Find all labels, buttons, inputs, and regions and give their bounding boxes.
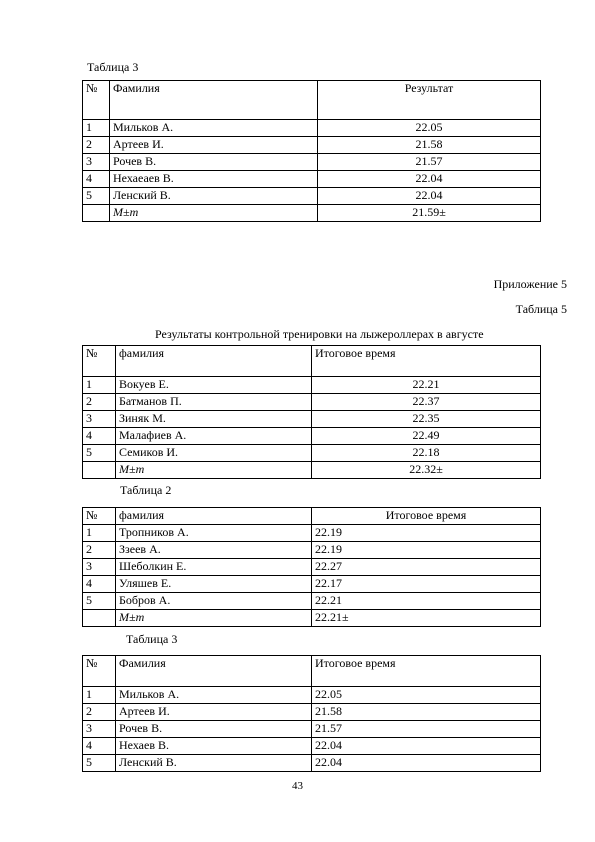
header-surname: Фамилия <box>110 81 318 120</box>
header-result: Результат <box>318 81 541 120</box>
row-surname: Ззеев А. <box>116 542 312 559</box>
row-time: 22.21 <box>312 377 541 394</box>
row-time: 22.37 <box>312 394 541 411</box>
appendix-label: Приложение 5 <box>493 277 567 291</box>
row-result: 22.05 <box>318 120 541 137</box>
table3-bottom-caption: Таблица 3 <box>126 632 178 646</box>
table-row <box>83 559 541 576</box>
table-row <box>83 171 541 188</box>
row-number: 5 <box>83 755 116 772</box>
table-header-row <box>83 346 541 377</box>
row-number: 3 <box>83 559 116 576</box>
row-time: 21.57 <box>312 721 541 738</box>
summary-empty <box>83 462 116 479</box>
row-number: 2 <box>83 394 116 411</box>
table-header-row <box>83 508 541 525</box>
row-surname: Тропников А. <box>116 525 312 542</box>
summary-label: M±m <box>116 610 312 627</box>
row-time: 22.35 <box>312 411 541 428</box>
table-row <box>83 721 541 738</box>
row-number: 1 <box>83 120 110 137</box>
row-number: 4 <box>83 428 116 445</box>
row-result: 21.58 <box>318 137 541 154</box>
table-row <box>83 593 541 610</box>
row-number: 1 <box>83 525 116 542</box>
row-time: 22.04 <box>312 738 541 755</box>
row-time: 22.27 <box>312 559 541 576</box>
table3-top-caption: Таблица 3 <box>87 60 139 74</box>
row-surname: Шеболкин Е. <box>116 559 312 576</box>
row-surname: Мильков А. <box>116 687 312 704</box>
row-number: 3 <box>83 154 110 171</box>
row-surname: Нехаев В. <box>116 738 312 755</box>
table-row <box>83 704 541 721</box>
row-time: 22.19 <box>312 525 541 542</box>
summary-empty <box>83 610 116 627</box>
header-final-time: Итоговое время <box>312 656 541 687</box>
table-row <box>83 137 541 154</box>
row-time: 22.05 <box>312 687 541 704</box>
row-surname: Батманов П. <box>116 394 312 411</box>
table-row <box>83 120 541 137</box>
row-result: 21.57 <box>318 154 541 171</box>
row-time: 22.19 <box>312 542 541 559</box>
row-surname: Ленский В. <box>116 755 312 772</box>
summary-value: 22.21± <box>312 610 541 627</box>
header-number: № <box>83 656 116 687</box>
header-number: № <box>83 346 116 377</box>
row-number: 3 <box>83 721 116 738</box>
table-row <box>83 687 541 704</box>
table-row <box>83 542 541 559</box>
row-time: 22.04 <box>312 755 541 772</box>
table-header-row <box>83 81 541 120</box>
row-surname: Рочев В. <box>110 154 318 171</box>
row-number: 2 <box>83 137 110 154</box>
header-final-time: Итоговое время <box>312 346 541 377</box>
row-number: 1 <box>83 377 116 394</box>
header-number: № <box>83 81 110 120</box>
row-surname: Рочев В. <box>116 721 312 738</box>
summary-row <box>83 462 541 479</box>
page-number: 43 <box>292 780 303 792</box>
row-time: 22.49 <box>312 428 541 445</box>
row-surname: Зиняк М. <box>116 411 312 428</box>
header-final-time: Итоговое время <box>312 508 541 525</box>
row-surname: Семиков И. <box>116 445 312 462</box>
table-row <box>83 755 541 772</box>
row-number: 2 <box>83 704 116 721</box>
row-surname: Уляшев Е. <box>116 576 312 593</box>
header-number: № <box>83 508 116 525</box>
row-surname: Мильков А. <box>110 120 318 137</box>
row-surname: Артеев И. <box>110 137 318 154</box>
row-time: 22.18 <box>312 445 541 462</box>
summary-value: 21.59± <box>318 205 541 222</box>
table-row <box>83 525 541 542</box>
row-surname: Вокуев Е. <box>116 377 312 394</box>
appendix-table-label: Таблица 5 <box>515 302 567 316</box>
row-surname: Ленский В. <box>110 188 318 205</box>
summary-value: 22.32± <box>312 462 541 479</box>
table5 <box>82 345 541 479</box>
row-number: 2 <box>83 542 116 559</box>
table2-caption: Таблица 2 <box>120 483 172 497</box>
table3-bottom <box>82 655 541 772</box>
table-row <box>83 428 541 445</box>
summary-row <box>83 205 541 222</box>
row-surname: Малафиев А. <box>116 428 312 445</box>
table-row <box>83 394 541 411</box>
row-number: 5 <box>83 593 116 610</box>
summary-empty <box>83 205 110 222</box>
table-row <box>83 445 541 462</box>
summary-label: M±m <box>116 462 312 479</box>
row-number: 5 <box>83 445 116 462</box>
row-number: 4 <box>83 171 110 188</box>
summary-label: M±m <box>110 205 318 222</box>
row-surname: Артеев И. <box>116 704 312 721</box>
row-number: 4 <box>83 576 116 593</box>
table-row <box>83 576 541 593</box>
table3-top <box>82 80 541 222</box>
row-number: 5 <box>83 188 110 205</box>
header-surname: фамилия <box>116 346 312 377</box>
row-time: 21.58 <box>312 704 541 721</box>
table2 <box>82 507 541 627</box>
appendix-title: Результаты контрольной тренировки на лыжероллерах в августе <box>155 327 484 341</box>
row-result: 22.04 <box>318 171 541 188</box>
table-row <box>83 411 541 428</box>
summary-row <box>83 610 541 627</box>
header-surname: Фамилия <box>116 656 312 687</box>
table-row <box>83 738 541 755</box>
row-surname: Бобров А. <box>116 593 312 610</box>
table-row <box>83 188 541 205</box>
row-number: 1 <box>83 687 116 704</box>
header-surname: фамилия <box>116 508 312 525</box>
row-result: 22.04 <box>318 188 541 205</box>
row-number: 4 <box>83 738 116 755</box>
table-row <box>83 154 541 171</box>
row-time: 22.17 <box>312 576 541 593</box>
row-number: 3 <box>83 411 116 428</box>
table-row <box>83 377 541 394</box>
row-time: 22.21 <box>312 593 541 610</box>
row-surname: Нехаеаев В. <box>110 171 318 188</box>
table-header-row <box>83 656 541 687</box>
